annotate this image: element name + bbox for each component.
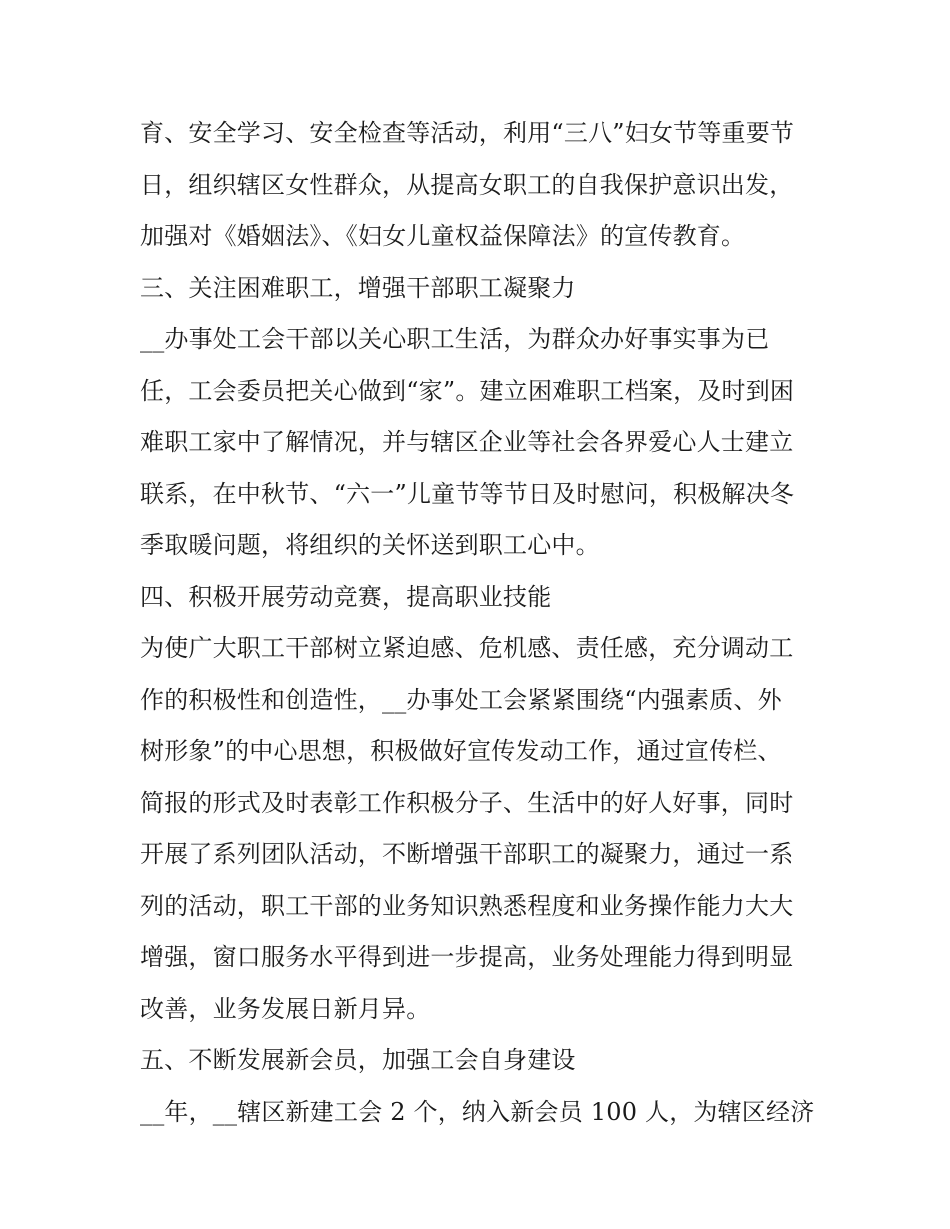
document-body [140,108,820,1138]
text-line: 难职工家中了解情况，并与辖区企业等社会各界爱心人士建立 [140,428,794,456]
section-heading: 五、不断发展新会员，加强工会自身建设 [140,1046,576,1074]
text-line: 增强，窗口服务水平得到进一步提高，业务处理能力得到明显 [140,943,794,971]
text-line: __办事处工会干部以关心职工生活，为群众办好事实事为已 [140,325,770,353]
text-line: 日，组织辖区女性群众，从提高女职工的自我保护意识出发， [140,170,794,199]
text-line: 季取暖问题，将组织的关怀送到职工心中。 [140,531,600,559]
text-line: 改善，业务发展日新月异。 [140,994,431,1023]
text-line: 为使广大职工干部树立紧迫感、危机感、责任感，充分调动工 [140,634,794,662]
text-line: 树形象”的中心思想，积极做好宣传发动工作，通过宣传栏、 [140,737,782,765]
text-line: 联系，在中秋节、“六一”儿童节等节日及时慰问，积极解决冬 [140,479,795,508]
text-line: 任，工会委员把关心做到“家”。建立困难职工档案，及时到困 [140,376,795,405]
text-line: 加强对《婚姻法》、《妇女儿童权益保障法》的宣传教育。 [140,222,746,250]
text-line: __年，__辖区新建工会 2 个，纳入新会员 100 人，为辖区经济 [140,1097,815,1126]
text-line: 开展了系列团队活动，不断增强干部职工的凝聚力，通过一系 [140,840,794,868]
text-line: 作的积极性和创造性，__办事处工会紧紧围绕“内强素质、外 [140,685,782,714]
text-line: 简报的形式及时表彰工作积极分子、生活中的好人好事，同时 [140,788,794,817]
text-line: 列的活动，职工干部的业务知识熟悉程度和业务操作能力大大 [140,891,794,920]
section-heading: 四、积极开展劳动竞赛，提高职业技能 [140,582,552,611]
section-heading: 三、关注困难职工，增强干部职工凝聚力 [140,273,576,302]
text-line: 育、安全学习、安全检查等活动，利用“三八”妇女节等重要节 [140,119,795,147]
